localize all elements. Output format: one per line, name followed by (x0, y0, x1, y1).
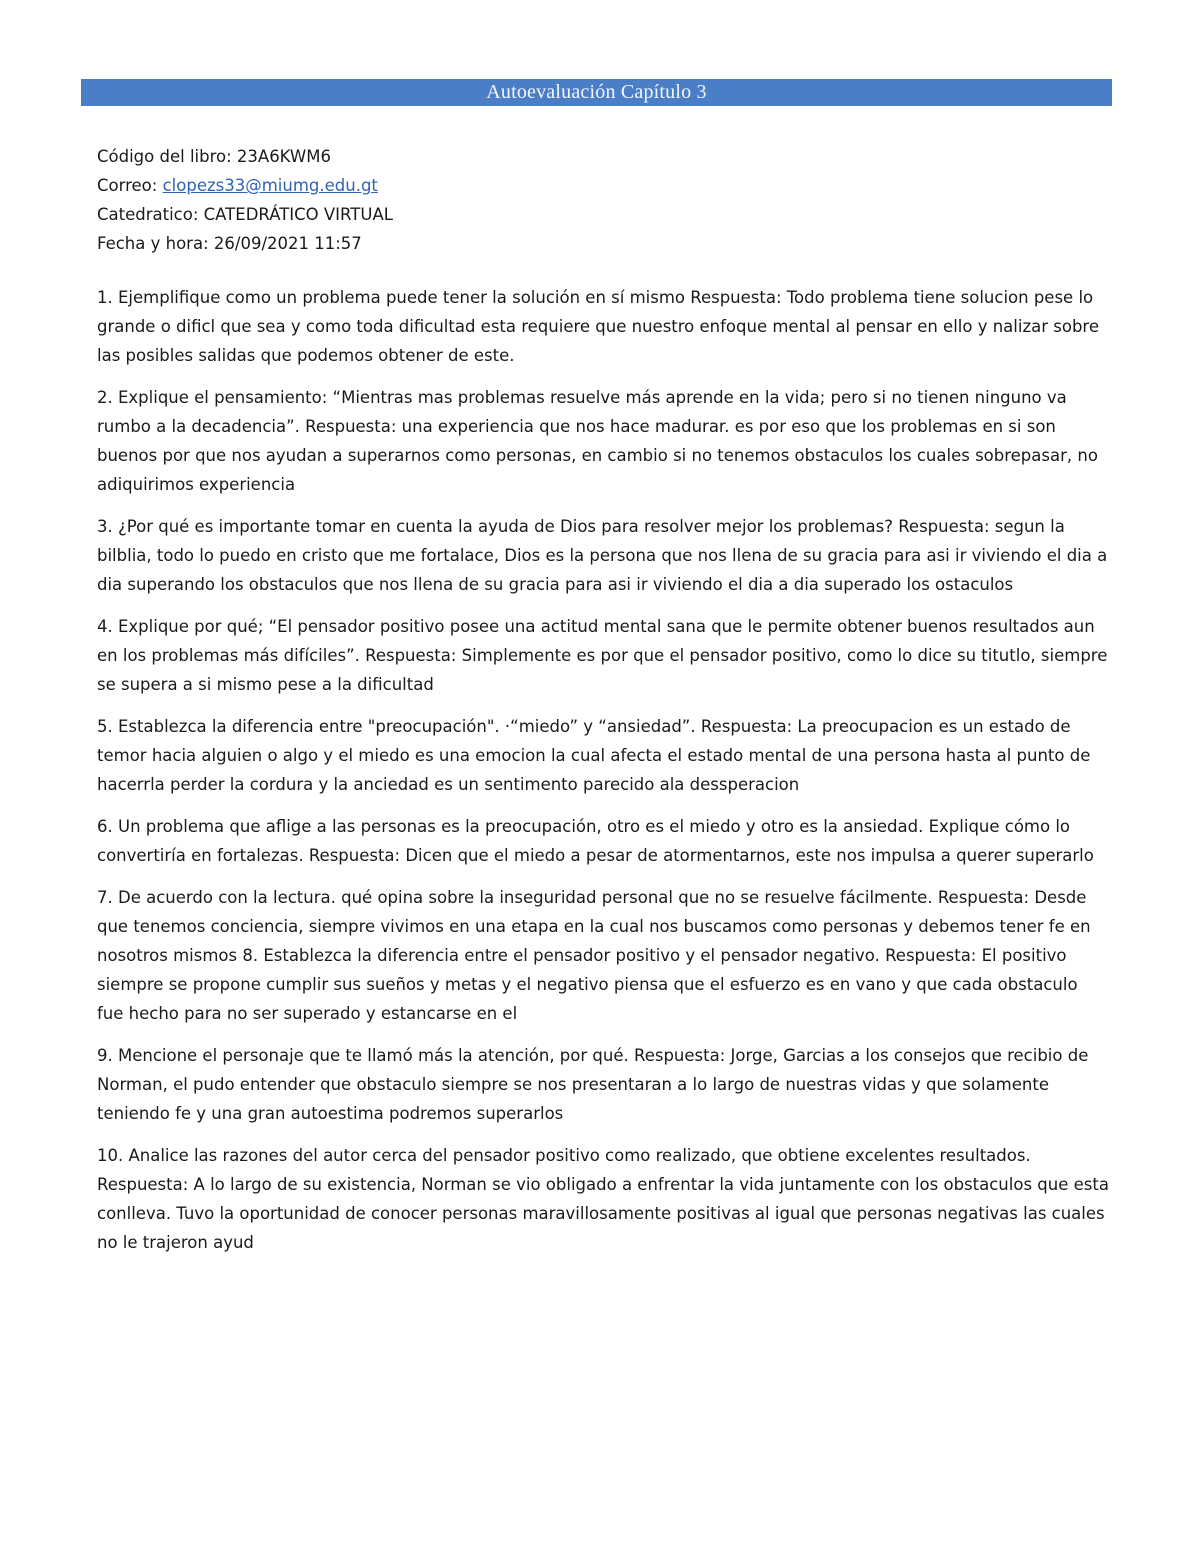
teacher-label: Catedratico: (97, 205, 204, 224)
question-10: 10. Analice las razones del autor cerca del pensador positivo como realizado, que obtiene excelentes resultados. Respuesta: A lo largo de su existencia, Norman se vio obligado a enfrentar la vida juntamente con los obstaculos que esta conlleva. Tuvo la oportunidad de conocer personas maravillosamente positivas al igual que personas negativas las cuales no le trajeron ayud (97, 1146, 1109, 1252)
date-value: 26/09/2021 11:57 (213, 234, 362, 253)
question-1: 1. Ejemplifique como un problema puede tener la solución en sí mismo Respuesta: Todo problema tiene solucion pese lo grande o dificl que sea y como toda dificultad esta requiere que nuestro enfoque mental al pensar en ello y nalizar sobre las posibles salidas que podemos obtener de este. (97, 288, 1100, 365)
question-2: 2. Explique el pensamiento: “Mientras mas problemas resuelve más aprende en la vida; pero si no tienen ninguno va rumbo a la decadencia”. Respuesta: una experiencia que nos hace madurar. es por eso que los problemas en si son buenos por que nos ayudan a superarnos como personas, en cambio si no tenemos obstaculos los cuales sobrepasar, no adiquirimos experiencia (97, 388, 1098, 494)
email-row (97, 171, 1107, 200)
questions-list (97, 283, 1109, 1270)
question-7: 7. De acuerdo con la lectura. qué opina sobre la inseguridad personal que no se resuelve fácilmente. Respuesta: Desde que tenemos conciencia, siempre vivimos en una etapa en la cual nos buscamos como personas y debemos tener fe en nosotros mismos 8. Establezca la diferencia entre el pensador positivo y el pensador negativo. Respuesta: El positivo siempre se propone cumplir sus sueños y metas y el negativo piensa que el esfuerzo es en vano y que cada obstaculo fue hecho para no ser superado y estancarse en el (97, 888, 1091, 1023)
teacher-row (97, 200, 1107, 229)
question-5: 5. Establezca la diferencia entre "preocupación". ·“miedo” y “ansiedad”. Respuesta: La preocupacion es un estado de temor hacia alguien o algo y el miedo es una emocion la cual afecta el estado mental de una persona hasta al punto de hacerrla perder la cordura y la anciedad es un sentimento parecido ala dessperacion (97, 717, 1091, 794)
question-3: 3. ¿Por qué es importante tomar en cuenta la ayuda de Dios para resolver mejor los problemas? Respuesta: segun la bilblia, todo lo puedo en cristo que me fortalace, Dios es la persona que nos llena de su gracia para asi ir viviendo el dia a dia superando los obstaculos que nos llena de su gracia para asi ir viviendo el dia a dia superado los ostaculos (97, 517, 1108, 594)
book-code-label: Código del libro: (97, 147, 237, 166)
date-label: Fecha y hora: (97, 234, 214, 253)
email-link[interactable]: clopezs33@miumg.edu.gt (162, 176, 378, 195)
teacher-value: CATEDRÁTICO VIRTUAL (203, 205, 393, 224)
page-title: Autoevaluación Capítulo 3 (81, 79, 1112, 106)
question-9: 9. Mencione el personaje que te llamó más la atención, por qué. Respuesta: Jorge, Garcias a los consejos que recibio de Norman, el pudo entender que obstaculo siempre se nos presentaran a lo largo de nuestras vidas y que solamente teniendo fe y una gran autoestima podremos superarlos (97, 1046, 1089, 1123)
book-code-row (97, 142, 1107, 171)
meta-block (97, 142, 1107, 258)
email-label: Correo: (97, 176, 163, 195)
question-6: 6. Un problema que aflige a las personas es la preocupación, otro es el miedo y otro es la ansiedad. Explique cómo lo convertiría en fortalezas. Respuesta: Dicen que el miedo a pesar de atormentarnos, este nos impulsa a querer superarlo (97, 817, 1094, 865)
question-4: 4. Explique por qué; “El pensador positivo posee una actitud mental sana que le permite obtener buenos resultados aun en los problemas más difíciles”. Respuesta: Simplemente es por que el pensador positivo, como lo dice su titutlo, siempre se supera a si mismo pese a la dificultad (97, 617, 1108, 694)
book-code-value: 23A6KWM6 (236, 147, 331, 166)
date-row (97, 229, 1107, 258)
